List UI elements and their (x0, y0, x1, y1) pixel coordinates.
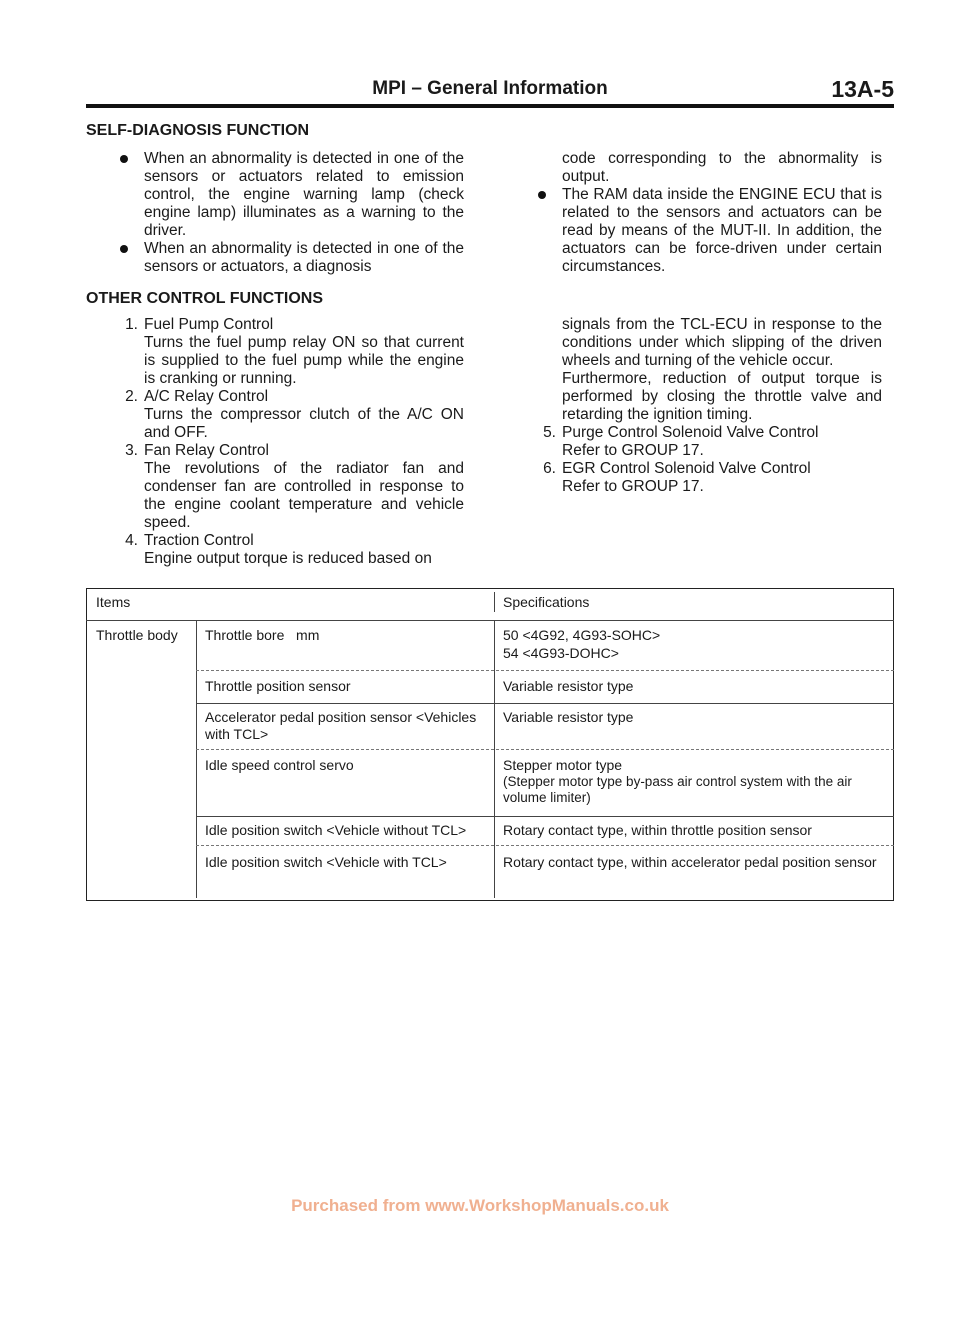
list-item (92, 442, 464, 532)
table-row-spec: 54 <4G93-DOHC> (503, 645, 619, 661)
list-item (510, 460, 882, 496)
row-divider (196, 845, 894, 846)
page-header (86, 78, 894, 104)
list-item-text: When an abnormality is detected in one of the sensors or actuators, a diagnosis (144, 240, 464, 275)
other-control-heading: OTHER CONTROL FUNCTIONS (86, 290, 324, 307)
self-diagnosis-heading: SELF-DIAGNOSIS FUNCTION (86, 122, 310, 139)
other-control-right-column (510, 316, 882, 496)
header-divider (494, 592, 495, 612)
table-row-item: Throttle position sensor (205, 678, 351, 694)
item-number: 5. (543, 424, 556, 441)
page-title: MPI – General Information (372, 78, 608, 99)
item-title: A/C Relay Control (144, 388, 269, 405)
item-title: Traction Control (144, 532, 254, 549)
table-group-label: Throttle body (96, 627, 178, 643)
item-title: Purge Control Solenoid Valve Control (562, 424, 819, 441)
page-number: 13A-5 (831, 76, 894, 102)
item-body: Refer to GROUP 17. (562, 442, 704, 459)
table-row-spec: (Stepper motor type by-pass air control system with the air volume limiter) (503, 774, 852, 805)
table-row-spec: Stepper motor type (503, 757, 623, 773)
continued-text: Furthermore, reduction of output torque is performed by closing the throttle valve and retarding the ignition timing. (562, 370, 882, 423)
self-diagnosis-right-column (510, 150, 882, 276)
list-item (92, 316, 464, 388)
list-item (92, 240, 464, 276)
header-divider (86, 104, 894, 108)
item-body: The revolutions of the radiator fan and condenser fan are controlled in response to the engine coolant temperature and vehicle speed. (144, 460, 464, 531)
continued-text: code corresponding to the abnormality is output. (562, 150, 882, 185)
table-row-item: Idle position switch <Vehicle without TCL> (205, 822, 467, 838)
item-number: 1. (125, 316, 138, 333)
self-diagnosis-left-column (92, 150, 464, 276)
item-body: Turns the compressor clutch of the A/C ON and OFF. (144, 406, 464, 441)
table-header-specs: Specifications (503, 594, 590, 610)
row-divider (196, 703, 894, 704)
list-item (510, 424, 882, 460)
item-number: 4. (125, 532, 138, 549)
item-number: 6. (543, 460, 556, 477)
item-title: Fan Relay Control (144, 442, 269, 459)
list-item-text: The RAM data inside the ENGINE ECU that is related to the sensors and actuators can be read by means of the MUT-II. In addition, the actuators can be force-driven under certain circumstances. (562, 186, 882, 275)
table-header-items: Items (96, 594, 131, 610)
table-row-item: Accelerator pedal position sensor <Vehicles with TCL> (205, 709, 477, 742)
list-item (510, 186, 882, 276)
item-number: 2. (125, 388, 138, 405)
table-row-spec: Rotary contact type, within accelerator pedal position sensor (503, 854, 877, 870)
bullet-icon (120, 155, 128, 163)
column-divider (494, 620, 495, 898)
table-row-spec: Variable resistor type (503, 678, 634, 694)
item-title: EGR Control Solenoid Valve Control (562, 460, 811, 477)
table-row-item: Throttle bore mm (205, 627, 320, 643)
list-item (92, 388, 464, 442)
bullet-icon (538, 191, 546, 199)
list-item (92, 532, 464, 568)
list-item (92, 150, 464, 240)
table-row-item: Idle speed control servo (205, 757, 354, 773)
item-body: Engine output torque is reduced based on (144, 550, 432, 567)
table-row-spec: Rotary contact type, within throttle position sensor (503, 822, 812, 838)
item-body: Turns the fuel pump relay ON so that current is supplied to the fuel pump while the engine is cranking or running. (144, 334, 464, 387)
row-divider (196, 816, 894, 817)
item-title: Fuel Pump Control (144, 316, 274, 333)
list-item-text: When an abnormality is detected in one of the sensors or actuators related to emission control, the engine warning lamp (check engine lamp) illuminates as a warning to the driver. (144, 150, 464, 239)
header-rule (86, 620, 894, 621)
table-row-spec: Variable resistor type (503, 709, 634, 725)
table-row-spec: 50 <4G92, 4G93-SOHC> (503, 627, 661, 643)
other-control-left-column (92, 316, 464, 568)
row-divider (196, 749, 894, 750)
row-divider (196, 670, 894, 671)
continued-text: signals from the TCL-ECU in response to the conditions under which slipping of the driven wheels and turning of the vehicle occur. (562, 316, 882, 369)
table-row-item: Idle position switch <Vehicle with TCL> (205, 854, 447, 870)
bullet-icon (120, 245, 128, 253)
item-number: 3. (125, 442, 138, 459)
group-divider (196, 620, 197, 898)
footer-watermark: Purchased from www.WorkshopManuals.co.uk (291, 1196, 669, 1215)
item-body: Refer to GROUP 17. (562, 478, 704, 495)
